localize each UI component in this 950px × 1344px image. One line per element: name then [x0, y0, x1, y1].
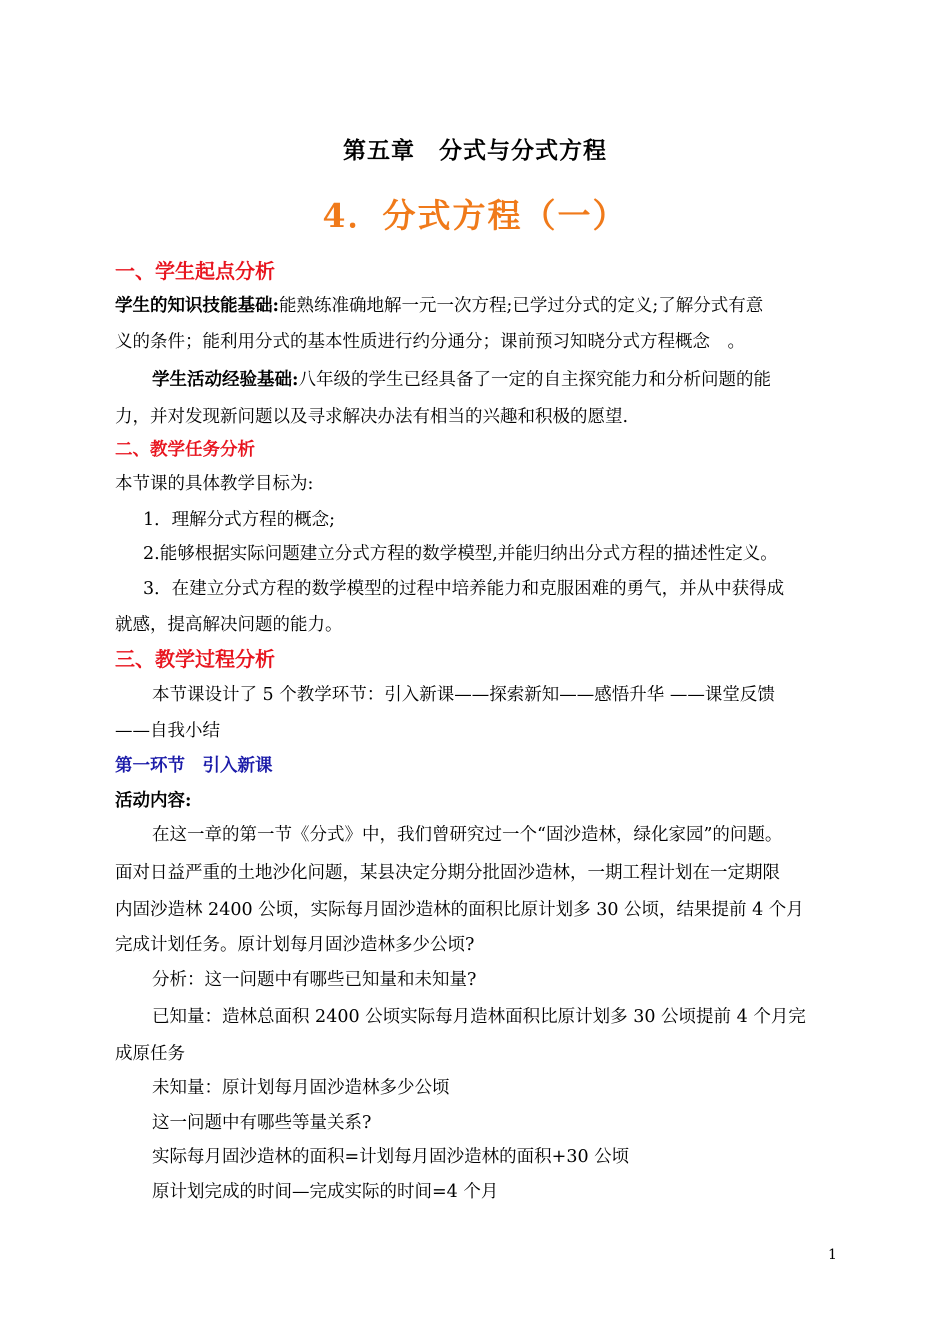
known-line2: 成原任务	[115, 1044, 185, 1064]
knowledge-text-1: 能熟练准确地解一元一次方程;已学过分式的定义;了解分式有意	[278, 296, 764, 316]
activity-paragraph-line2: 力，并对发现新问题以及寻求解决办法有相当的兴趣和积极的愿望.	[115, 407, 629, 427]
analysis-question: 分析：这一问题中有哪些已知量和未知量?	[152, 970, 477, 990]
problem-line4: 完成计划任务。原计划每月固沙造林多少公顷?	[115, 935, 475, 955]
goal-1: 1．理解分式方程的概念;	[143, 510, 336, 530]
chapter-title: 第五章 分式与分式方程	[343, 137, 607, 164]
activity-content-label: 活动内容:	[115, 791, 192, 811]
goals-intro: 本节课的具体教学目标为:	[115, 474, 314, 494]
knowledge-label: 学生的知识技能基础:	[115, 296, 279, 316]
process-intro-line1: 本节课设计了 5 个教学环节：引入新课——探索新知——感悟升华 ——课堂反馈	[152, 685, 775, 705]
goal-2: 2.能够根据实际问题建立分式方程的数学模型,并能归纳出分式方程的描述性定义。	[143, 544, 778, 564]
goal-3-line1: 3．在建立分式方程的数学模型的过程中培养能力和克服困难的勇气，并从中获得成	[143, 579, 785, 599]
relation-1: 实际每月固沙造林的面积=计划每月固沙造林的面积+30 公顷	[152, 1147, 630, 1167]
known-line1: 已知量：造林总面积 2400 公顷实际每月造林面积比原计划多 30 公顷提前 4 个月完	[152, 1007, 806, 1027]
activity-paragraph-line1	[152, 366, 840, 391]
relation-2: 原计划完成的时间—完成实际的时间=4 个月	[152, 1182, 499, 1202]
page-number: 1	[828, 1247, 837, 1263]
problem-line3: 内固沙造林 2400 公顷，实际每月固沙造林的面积比原计划多 30 公顷，结果提前 4 个月	[115, 900, 804, 920]
problem-line2: 面对日益严重的土地沙化问题，某县决定分期分批固沙造林，一期工程计划在一定期限	[115, 863, 780, 883]
step1-heading: 第一环节 引入新课	[115, 756, 273, 776]
activity-text-1: 八年级的学生已经具备了一定的自主探究能力和分析问题的能	[298, 370, 771, 390]
activity-label: 学生活动经验基础:	[152, 370, 299, 390]
knowledge-paragraph-line2: 义的条件；能利用分式的基本性质进行约分通分；课前预习知晓分式方程概念 。	[115, 332, 745, 352]
problem-line1: 在这一章的第一节《分式》中，我们曾研究过一个“固沙造林，绿化家园”的问题。	[152, 825, 783, 845]
unknown-quantity: 未知量：原计划每月固沙造林多少公顷	[152, 1078, 450, 1098]
section3-heading: 三、教学过程分析	[115, 647, 275, 671]
lesson-title: 4．分式方程（一）	[322, 196, 628, 235]
section2-heading: 二、教学任务分析	[115, 440, 255, 460]
goal-3-line2: 就感，提高解决问题的能力。	[115, 615, 343, 635]
section1-heading: 一、学生起点分析	[115, 259, 275, 283]
equal-relation-question: 这一问题中有哪些等量关系?	[152, 1113, 372, 1133]
knowledge-paragraph-line1	[115, 292, 840, 317]
process-intro-line2: ——自我小结	[115, 721, 220, 741]
